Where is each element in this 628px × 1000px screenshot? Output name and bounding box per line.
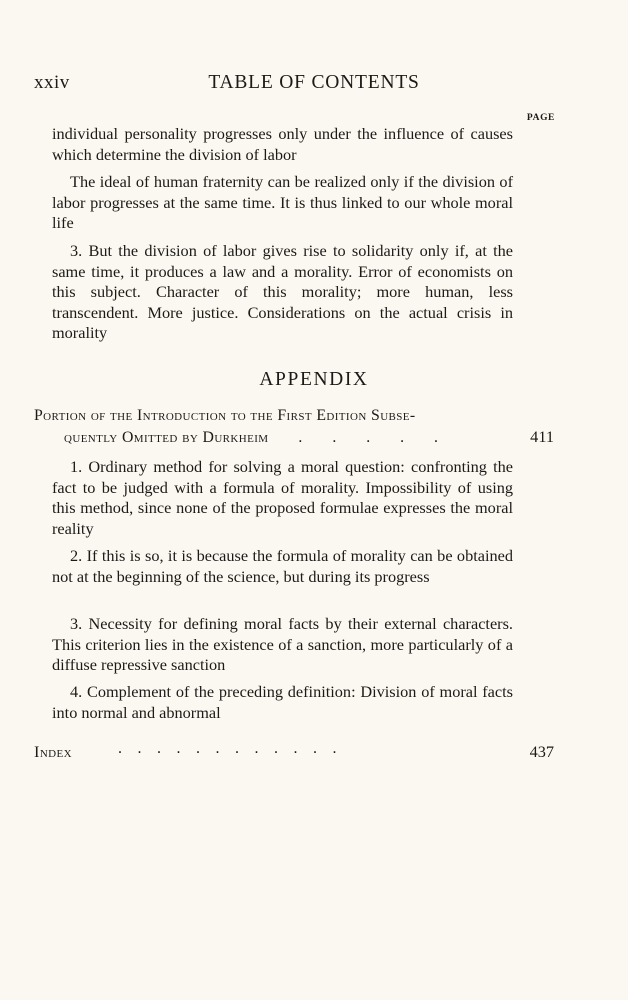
running-page-number: xxiv [34, 72, 70, 93]
appendix-heading: APPENDIX [259, 369, 369, 390]
index-entry-page: 437 [529, 742, 554, 761]
toc-paragraph-fraternity [52, 172, 513, 234]
appendix-paragraph-2 [52, 546, 513, 587]
appendix-paragraph-text: 3. Necessity for defining moral facts by their external characters. This criterion lies in the existence of a sanction, more particularly of a diffuse repressive sanction [52, 614, 513, 674]
appendix-entry-title-line2 [34, 427, 513, 449]
appendix-paragraph-1 [52, 457, 513, 539]
index-entry-label: Index [34, 742, 72, 761]
page-column-label: PAGE [526, 113, 555, 123]
appendix-paragraph-text: 4. Complement of the preceding definition: Division of moral facts into normal and abnormal [52, 682, 513, 722]
toc-paragraph-text: 3. But the division of labor gives rise to solidarity only if, at the same time, it produces a law and a morality. Error of economists on this subject. Character of this morality; more human, less transcendent. More justice. Considerations on the actual crisis in morality [52, 241, 513, 342]
appendix-entry-page: 411 [530, 427, 554, 446]
appendix-entry-title-text: quently Omitted by Durkheim [64, 429, 269, 446]
toc-paragraph-solidarity [52, 241, 513, 344]
appendix-entry [34, 405, 513, 449]
running-title: TABLE OF CONTENTS [208, 72, 420, 93]
toc-paragraph-text: The ideal of human fraternity can be realized only if the division of labor progresses at the same time. It is thus linked to our whole moral life [52, 172, 513, 232]
toc-paragraph-text: individual personality progresses only under the influence of causes which determine the division of labor [52, 124, 513, 164]
appendix-entry-leaders: . . . . . [298, 429, 451, 446]
index-entry-leaders: ............ [118, 740, 352, 757]
toc-paragraph-continued [52, 124, 513, 165]
appendix-paragraph-3 [52, 614, 513, 676]
appendix-paragraph-text: 1. Ordinary method for solving a moral question: confronting the fact to be judged with a formula of morality. Impossibility of using this method, since none of the proposed formulae expresses the moral reality [52, 457, 513, 538]
appendix-paragraph-text: 2. If this is so, it is because the formula of morality can be obtained not at the beginning of the science, but during its progress [52, 546, 513, 586]
appendix-entry-title-line1: Portion of the Introduction to the First Edition Subse- [34, 407, 416, 424]
appendix-paragraph-4 [52, 682, 513, 723]
